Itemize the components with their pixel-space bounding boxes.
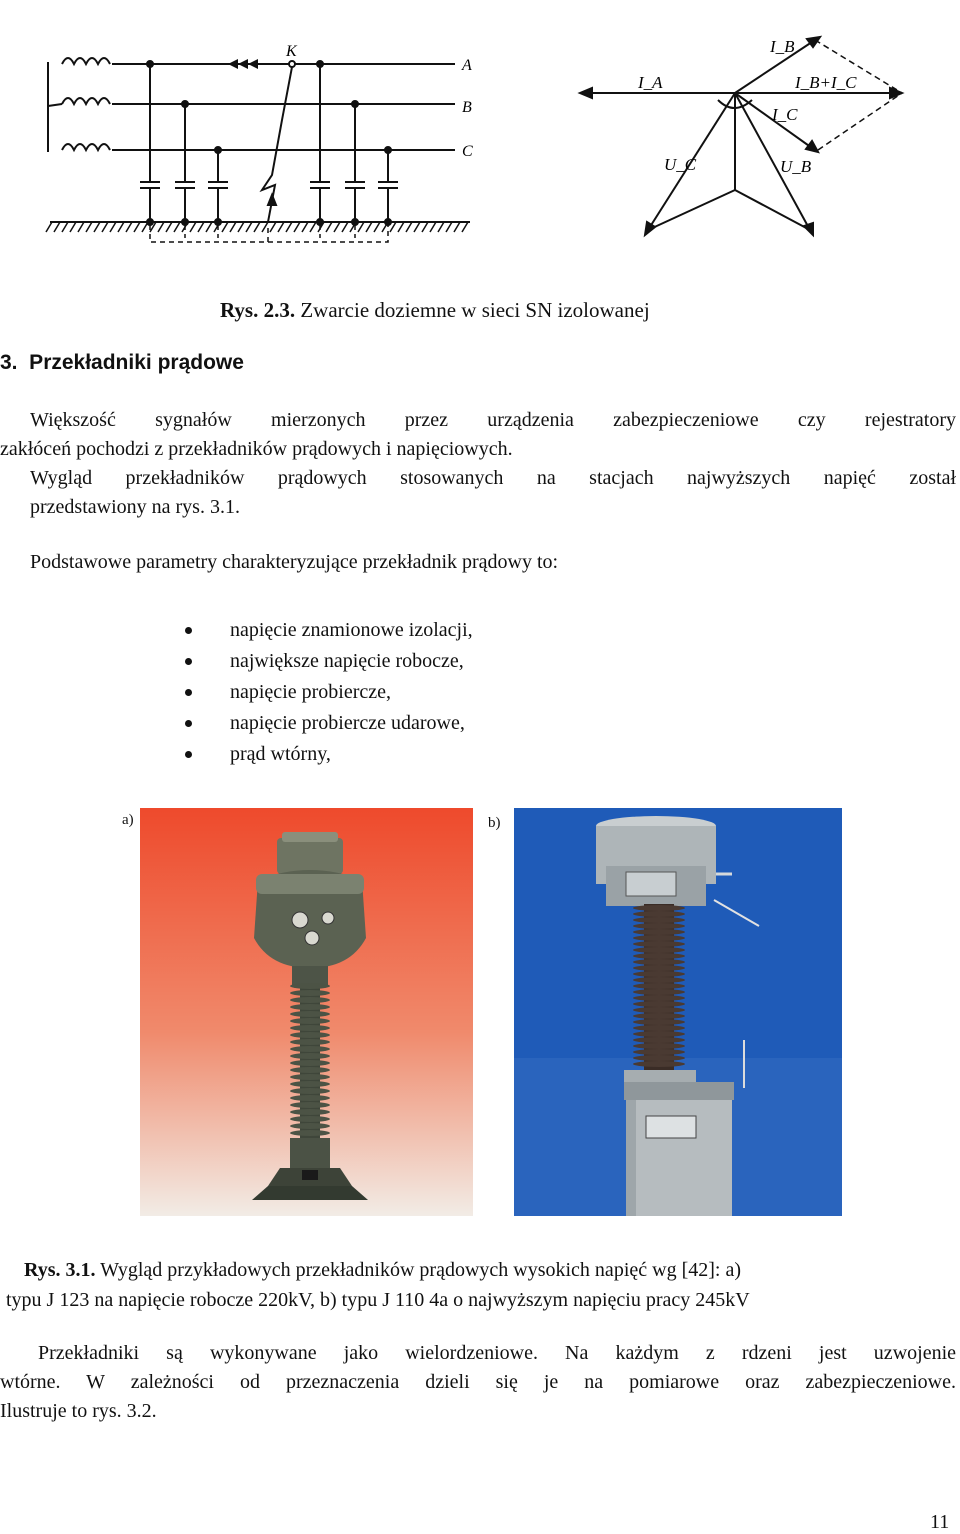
phasor-ibc-label: I_B+I_C [795, 73, 857, 92]
bullet-icon [185, 658, 192, 665]
bullet-icon [185, 689, 192, 696]
phase-b-label: B [462, 99, 472, 116]
phase-c-label: C [462, 143, 473, 160]
figure-3-1-caption-line1: Wygląd przykładowych przekładników prądowych wysokich napięć wg [42]: a) [95, 1259, 741, 1281]
list-item: największe napięcie robocze, [185, 646, 473, 677]
closing-paragraph [0, 1339, 956, 1426]
list-item: napięcie probiercze udarowe, [185, 708, 473, 739]
page-number: 11 [930, 1511, 950, 1533]
phasor-dashed [815, 40, 902, 150]
intro-line-1: Większość sygnałów mierzonych przez urządzenia zabezpieczeniowe czy rejestratory [30, 409, 956, 431]
phasor-diagram [580, 37, 902, 235]
phasor-ia-label: I_A [638, 73, 663, 92]
phasor-ib-label: I_B [770, 37, 795, 56]
list-item: napięcie znamionowe izolacji, [185, 615, 473, 646]
capacitors-left [140, 61, 228, 225]
closing-line-1: Przekładniki są wykonywane jako wielordzeniowe. Na każdym z rdzeni jest uzwojenie [38, 1342, 956, 1364]
intro-line-4: przedstawiony na rys. 3.1. [30, 496, 240, 518]
phasor-ic-label: I_C [772, 105, 798, 124]
intro-paragraph [0, 406, 956, 522]
section-heading: 3. Przekładniki prądowe [0, 351, 244, 374]
params-intro: Podstawowe parametry charakteryzujące przekładnik prądowy to: [30, 551, 559, 573]
figure-2-3-caption-text: Zwarcie doziemne w sieci SN izolowanej [295, 298, 650, 322]
current-arrows [228, 59, 258, 69]
closing-line-2: wtórne. W zależności od przeznaczenia dzieli się je na pomiarowe oraz zabezpieczeniowe. [0, 1371, 956, 1393]
photo-b-label: b) [488, 815, 501, 831]
closing-line-3: Ilustruje to rys. 3.2. [0, 1400, 157, 1422]
list-item: napięcie probiercze, [185, 677, 473, 708]
fault-circuit-diagram [0, 0, 960, 300]
intro-line-2: zakłóceń pochodzi z przekładników prądowych i napięciowych. [0, 438, 513, 460]
photo-a-label: a) [122, 812, 134, 828]
figure-3-1-caption-number: Rys. 3.1. [24, 1259, 96, 1281]
phase-a-label: A [462, 57, 472, 74]
list-item: prąd wtórny, [185, 739, 473, 770]
phasor-ub-label: U_B [780, 157, 812, 176]
figure-2-3-caption-number: Rys. 2.3. [220, 298, 296, 322]
bullet-icon [185, 720, 192, 727]
photo-a-transformer-j123 [140, 808, 473, 1216]
photo-b-transformer-j110 [514, 808, 842, 1216]
fault-path [262, 61, 295, 222]
intro-line-3: Wygląd przekładników prądowych stosowanych na stacjach najwyższych napięć został [30, 467, 956, 489]
bullet-icon [185, 751, 192, 758]
generator-windings [48, 58, 110, 152]
bullet-icon [185, 627, 192, 634]
ground-hatch [46, 222, 468, 232]
figure-2-3-caption [220, 298, 650, 323]
fault-label-k: K [286, 43, 297, 60]
figure-3-1-caption [24, 1255, 741, 1285]
phasor-uc-label: U_C [664, 155, 697, 174]
params-list [185, 615, 473, 770]
figure-3-1-caption-line2: typu J 123 na napięcie robocze 220kV, b) typu J 110 4a o najwyższym napięciu pracy 245kV [6, 1289, 750, 1311]
capacitors-right [310, 61, 398, 225]
